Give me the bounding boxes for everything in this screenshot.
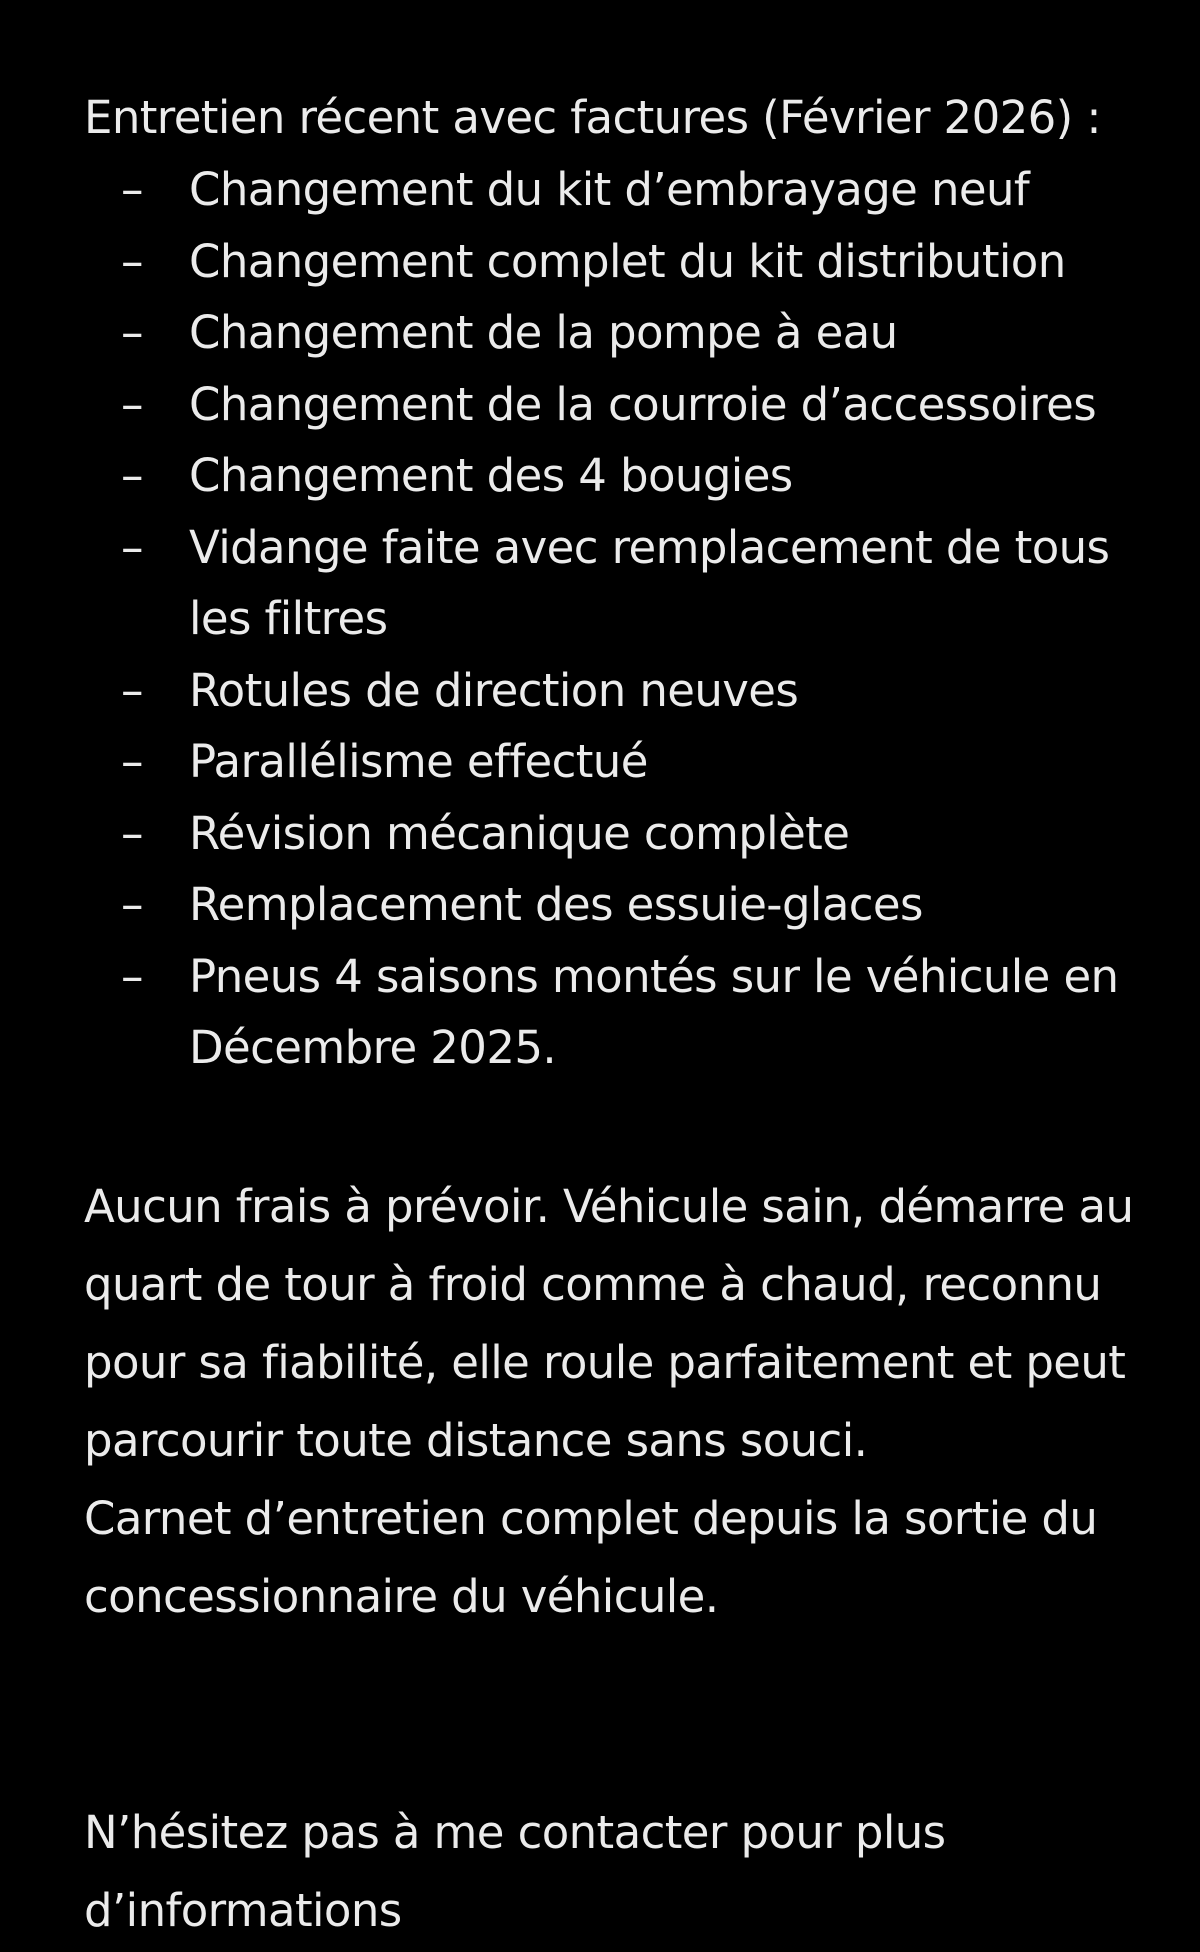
maintenance-item bbox=[84, 941, 1180, 1084]
maintenance-item-text bbox=[189, 226, 1189, 298]
maintenance-item-line: Pneus 4 saisons montés sur le véhicule en bbox=[189, 949, 1119, 1003]
maintenance-item-text bbox=[189, 655, 1189, 727]
maintenance-item-text bbox=[189, 297, 1189, 369]
dash-bullet-icon: – bbox=[121, 806, 143, 860]
maintenance-item bbox=[84, 726, 1180, 798]
dash-bullet-icon: – bbox=[121, 306, 143, 359]
dash-bullet-icon: – bbox=[121, 377, 143, 431]
maintenance-item-text bbox=[189, 869, 1189, 941]
maintenance-item-line: Révision mécanique complète bbox=[189, 806, 850, 860]
maintenance-item-line: Changement de la pompe à eau bbox=[189, 306, 898, 359]
condition-line: parcourir toute distance sans souci. bbox=[84, 1414, 868, 1467]
maintenance-item-text bbox=[189, 941, 1189, 1084]
maintenance-item bbox=[84, 798, 1180, 870]
condition-line: Aucun frais à prévoir. Véhicule sain, démarre au bbox=[84, 1180, 1134, 1233]
contact-line: d’informations bbox=[84, 1884, 402, 1937]
maintenance-item-line: Rotules de direction neuves bbox=[189, 663, 799, 717]
vehicle-condition-paragraph bbox=[84, 1168, 1180, 1636]
maintenance-item-line: Changement des 4 bougies bbox=[189, 449, 793, 502]
dash-bullet-icon: – bbox=[121, 878, 143, 931]
maintenance-item-text bbox=[189, 798, 1189, 870]
maintenance-list bbox=[84, 154, 1180, 1084]
maintenance-item bbox=[84, 655, 1180, 727]
maintenance-item bbox=[84, 297, 1180, 369]
maintenance-item-line: Changement de la courroie d’accessoires bbox=[189, 377, 1097, 431]
maintenance-item bbox=[84, 869, 1180, 941]
maintenance-item bbox=[84, 440, 1180, 512]
dash-bullet-icon: – bbox=[121, 520, 143, 574]
condition-line: concessionnaire du véhicule. bbox=[84, 1570, 719, 1623]
maintenance-item-text bbox=[189, 154, 1189, 226]
dash-bullet-icon: – bbox=[121, 949, 143, 1003]
maintenance-item-line: Décembre 2025. bbox=[189, 1021, 557, 1074]
condition-line: Carnet d’entretien complet depuis la sortie du bbox=[84, 1492, 1098, 1545]
maintenance-item-text bbox=[189, 440, 1189, 512]
maintenance-heading: Entretien récent avec factures (Février 2026) : bbox=[84, 91, 1101, 144]
maintenance-item-text bbox=[189, 726, 1189, 798]
dash-bullet-icon: – bbox=[121, 735, 143, 788]
maintenance-item-line: les filtres bbox=[189, 592, 388, 645]
maintenance-item-text bbox=[189, 512, 1189, 655]
maintenance-item-line: Parallélisme effectué bbox=[189, 735, 648, 788]
maintenance-item bbox=[84, 369, 1180, 441]
maintenance-item-text bbox=[189, 369, 1189, 441]
listing-description bbox=[84, 82, 1180, 1937]
maintenance-item bbox=[84, 512, 1180, 655]
contact-line: N’hésitez pas à me contacter pour plus bbox=[84, 1806, 946, 1859]
maintenance-item-line: Remplacement des essuie-glaces bbox=[189, 878, 923, 931]
maintenance-item-line: Changement complet du kit distribution bbox=[189, 234, 1066, 288]
condition-line: pour sa fiabilité, elle roule parfaitement et peut bbox=[84, 1336, 1126, 1389]
maintenance-item-line: Changement du kit d’embrayage neuf bbox=[189, 163, 1030, 216]
dash-bullet-icon: – bbox=[121, 163, 143, 216]
contact-paragraph bbox=[84, 1794, 1180, 1950]
dash-bullet-icon: – bbox=[121, 234, 143, 288]
maintenance-item-line: Vidange faite avec remplacement de tous bbox=[189, 520, 1110, 574]
condition-line: quart de tour à froid comme à chaud, reconnu bbox=[84, 1258, 1102, 1311]
dash-bullet-icon: – bbox=[121, 663, 143, 717]
dash-bullet-icon: – bbox=[121, 449, 143, 502]
maintenance-item bbox=[84, 226, 1180, 298]
maintenance-item bbox=[84, 154, 1180, 226]
